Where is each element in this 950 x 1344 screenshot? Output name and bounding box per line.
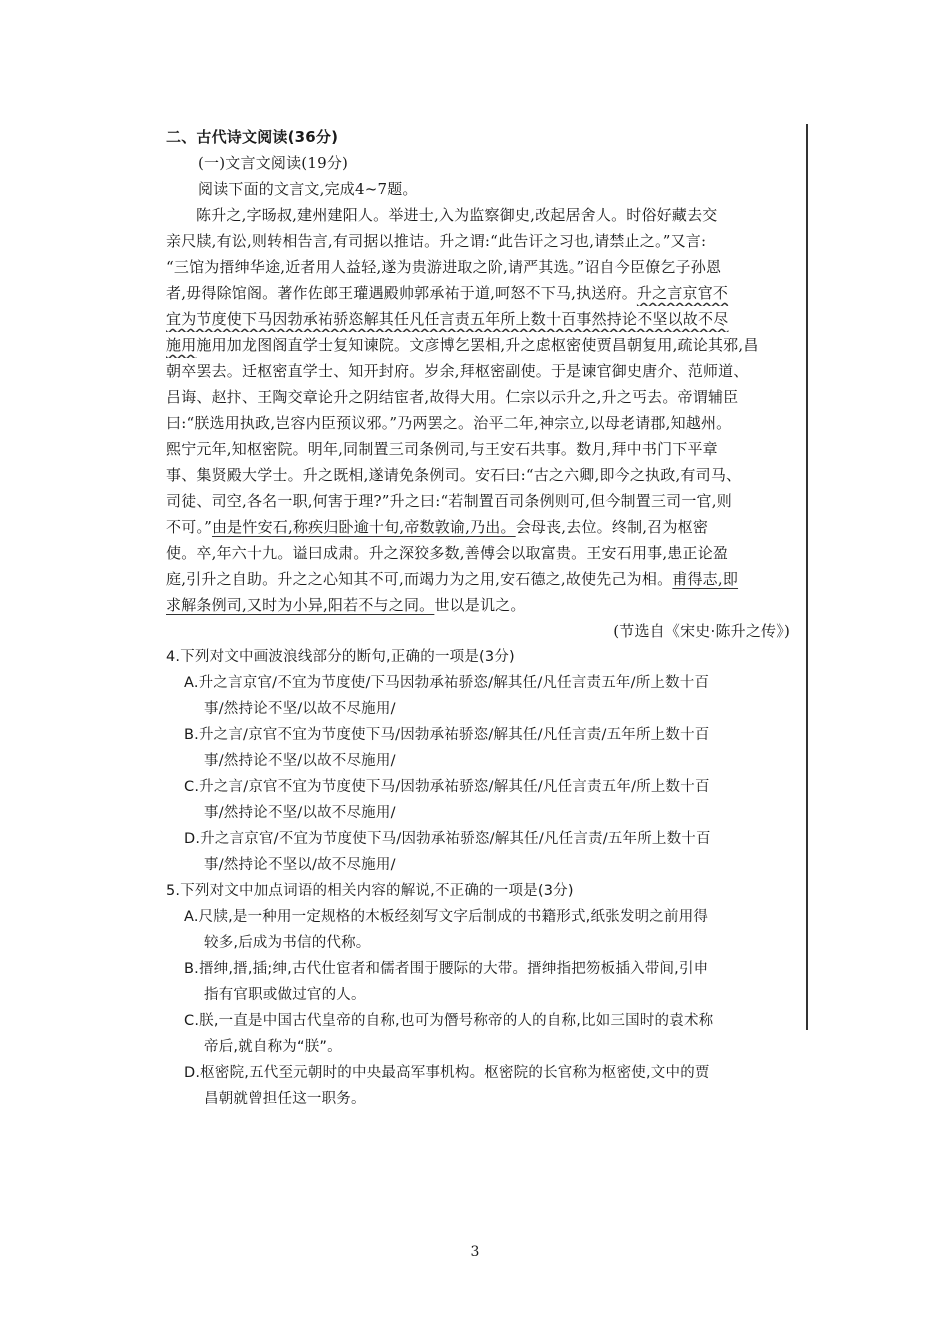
option-b[interactable]: B.升之言/京官不宜为节度使下马/因勃承祐骄恣/解其任/凡任言责/五年所上数十百 [184, 727, 710, 743]
section-subtitle: (一)文言文阅读(19分) [198, 154, 349, 172]
passage-line: 司徒、司空,各名一职,何害于理?”升之曰:“若制置百司条例则可,但今制置三司一官,则 [166, 492, 732, 510]
option-d[interactable]: D.升之言京官/不宜为节度使下马/因勃承祐骄恣/解其任/凡任言责/五年所上数十百 [184, 831, 711, 847]
passage [166, 202, 792, 644]
option-c-cont: 帝后,就自称为“朕”。 [204, 1039, 342, 1055]
passage-line [166, 306, 792, 332]
passage-line: 熙宁元年,知枢密院。明年,同制置三司条例司,与王安石共事。数月,拜中书门下平章 [166, 440, 718, 458]
passage-line [166, 514, 792, 540]
question-4 [166, 644, 792, 878]
option-c[interactable]: C.升之言/京官不宜为节度使下马/因勃承祐骄恣/解其任/凡任言责五年/所上数十百 [184, 779, 710, 795]
question-5 [166, 878, 792, 1112]
option-b[interactable]: B.搢绅,搢,插;绅,古代仕宦者和儒者围于腰际的大带。搢绅指把笏板插入带间,引申 [184, 961, 709, 977]
passage-line: “三馆为搢绅华途,近者用人益轻,遂为贵游进取之阶,请严其选。”诏自今臣僚乞子孙恩 [166, 258, 722, 276]
page-number: 3 [470, 1244, 480, 1260]
passage-line: 朝卒罢去。迁枢密直学士、知开封府。岁余,拜枢密副使。于是谏官御史唐介、范师道、 [166, 362, 749, 380]
passage-line: 事、集贤殿大学士。升之既相,遂请免条例司。安石曰:“古之六卿,即今之执政,有司马、 [166, 466, 742, 484]
passage-line [166, 280, 792, 306]
section-title: 二、古代诗文阅读(36分) [166, 128, 339, 146]
option-a[interactable]: A.尺牍,是一种用一定规格的木板经刻写文字后制成的书籍形式,纸张发明之前用得 [184, 909, 709, 925]
option-c[interactable]: C.朕,一直是中国古代皇帝的自称,也可为僭号称帝的人的自称,比如三国时的袁术称 [184, 1013, 714, 1029]
passage-text: 世以是讥之。 [434, 596, 526, 614]
passage-line: 亲尺牍,有讼,则转相告言,有司据以推诘。升之谓:“此告讦之习也,请禁止之。”又言: [166, 232, 707, 250]
passage-text: 者,毋得除馆阁。著作佐郎王瓘遇殿帅郭承祐于道,呵怒不下马,执送府。 [166, 284, 637, 302]
underlined-text: 求解条例司,又时为小异,阳若不与之同。 [166, 596, 435, 614]
question-stem: 4.下列对文中画波浪线部分的断句,正确的一项是(3分) [166, 649, 515, 665]
passage-line: 吕诲、赵抃、王陶交章论升之阴结宦者,故得大用。仁宗以示升之,升之丐去。帝谓辅臣 [166, 388, 739, 406]
passage-line: 陈升之,字旸叔,建州建阳人。举进士,入为监察御史,改起居舍人。时俗好藏去交 [196, 206, 718, 224]
option-d-cont: 昌朝就曾担任这一职务。 [204, 1091, 366, 1107]
passage-text: 会母丧,去位。终制,召为枢密 [515, 518, 709, 536]
wavy-underline-text: 升之言京官不 [636, 284, 729, 302]
passage-source: (节选自《宋史·陈升之传》) [613, 622, 790, 640]
wavy-underline-text: 施用 [166, 336, 197, 354]
passage-line: 使。卒,年六十九。谥曰成肃。升之深狡多数,善傅会以取富贵。王安石用事,患正论盈 [166, 544, 729, 562]
question-stem: 5.下列对文中加点词语的相关内容的解说,不正确的一项是(3分) [166, 883, 574, 899]
passage-line: 曰:“朕选用执政,岂容内臣预议邪。”乃两罢之。治平二年,神宗立,以母老请郡,知越州。 [166, 414, 732, 432]
passage-line [166, 332, 792, 358]
underlined-text: 由是忤安石,称疾归卧逾十旬,帝数敦谕,乃出。 [211, 518, 516, 536]
option-b-cont: 事/然持论不坚/以故不尽施用/ [204, 753, 396, 769]
option-a[interactable]: A.升之言京官/不宜为节度使/下马因勃承祐骄恣/解其任/凡任言责五年/所上数十百 [184, 675, 710, 691]
underlined-text: 甫得志,即 [672, 570, 739, 588]
margin-rule [806, 124, 808, 1030]
option-d-cont: 事/然持论不坚以/故不尽施用/ [204, 857, 396, 873]
option-c-cont: 事/然持论不坚/以故不尽施用/ [204, 805, 396, 821]
instruction: 阅读下面的文言文,完成4~7题。 [198, 180, 418, 198]
passage-text: 施用加龙图阁直学士复知谏院。文彦博乞罢相,升之虑枢密使贾昌朝复用,疏论其邪,昌 [196, 336, 759, 354]
option-d[interactable]: D.枢密院,五代至元朝时的中央最高军事机构。枢密院的长官称为枢密使,文中的贾 [184, 1065, 710, 1081]
option-a-cont: 事/然持论不坚/以故不尽施用/ [204, 701, 396, 717]
option-b-cont: 指有官职或做过官的人。 [204, 987, 366, 1003]
passage-text: 庭,引升之自助。升之之心知其不可,而竭力为之用,安石德之,故使先己为相。 [166, 570, 673, 588]
passage-line [166, 566, 792, 592]
content-column [166, 124, 792, 1112]
passage-line [166, 592, 792, 618]
wavy-underline-text: 宜为节度使下马因勃承祐骄恣解其任凡任言责五年所上数十百事然持论不坚以故不尽 [166, 310, 729, 328]
passage-text: 不可。” [166, 518, 212, 536]
option-a-cont: 较多,后成为书信的代称。 [204, 935, 371, 951]
